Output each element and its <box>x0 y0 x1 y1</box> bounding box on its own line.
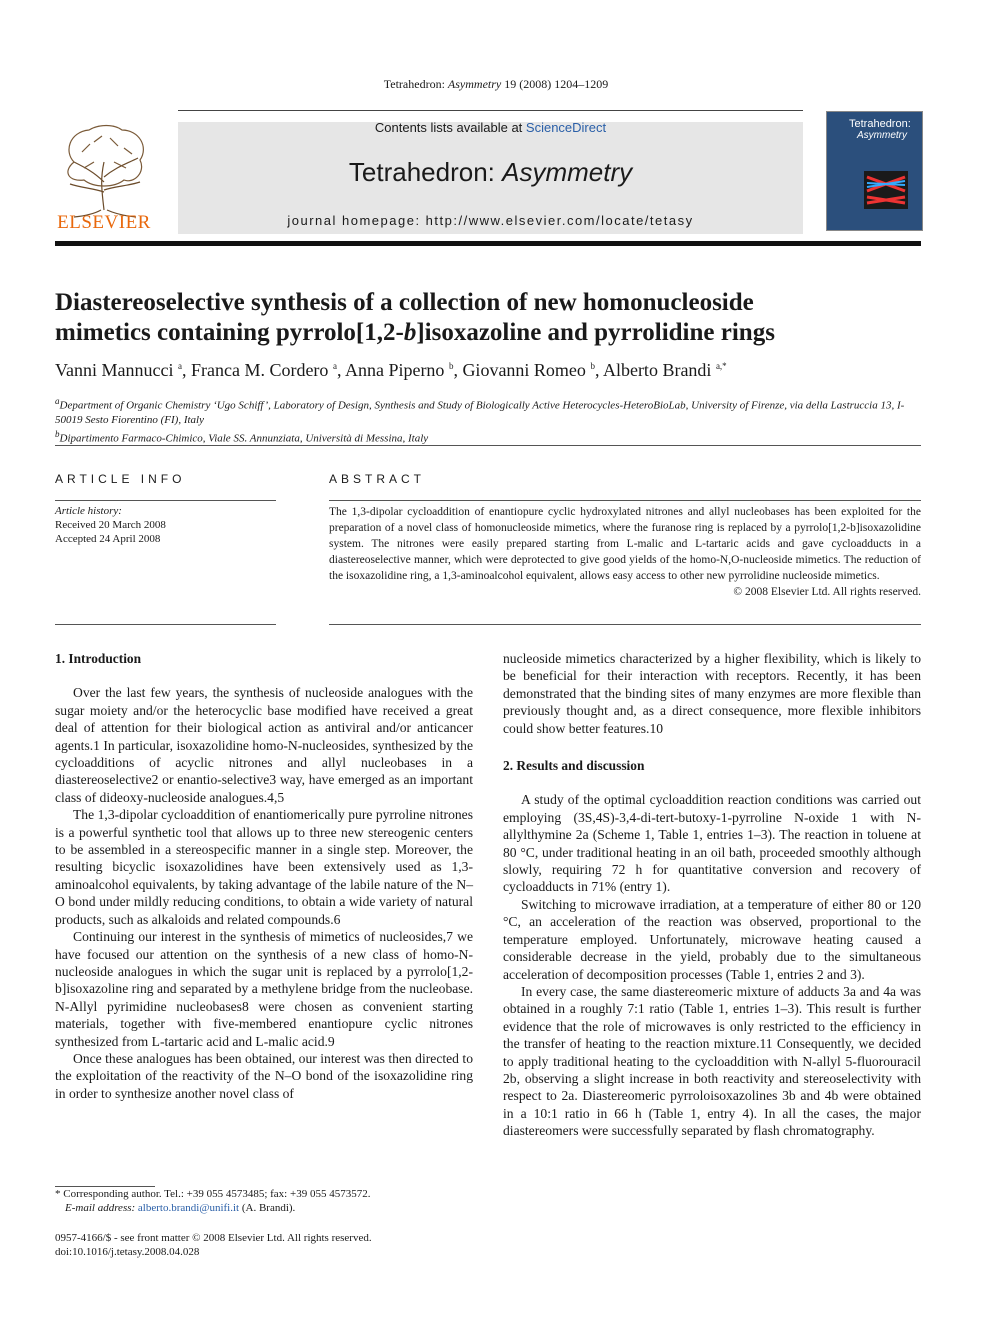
contents-line: Contents lists available at ScienceDirect <box>374 120 607 135</box>
paragraph: Switching to microwave irradiation, at a temperature of either 80 or 120 °C, an acceleration of the reaction was observed, proportional to the temperature employed. Unfortunately, microwave heating caused a considerable decrease in the yield, probably due to the simultaneous acceleration of decomposition processes (Table 1, entries 2 and 3). <box>503 896 921 982</box>
header-top-rule <box>178 110 803 111</box>
article-history <box>55 504 276 546</box>
author[interactable]: Giovanni Romeo $^b$ <box>462 360 595 380</box>
journal-cover <box>826 111 923 231</box>
history-label: Article history: <box>55 505 122 517</box>
section-heading: 1. Introduction <box>55 651 142 666</box>
affiliation-b: $^b$Dipartimento Farmaco-Chimico, Viale SS. Annunziata, Università di Messina, Italy <box>55 428 429 445</box>
affiliations <box>55 394 921 445</box>
journal-citation: Tetrahedron: Asymmetry 19 (2008) 1204–1209 <box>383 77 609 91</box>
header-thick-rule <box>55 241 921 246</box>
cover-title: Tetrahedron: <box>849 118 911 130</box>
article-info-heading: ARTICLE INFO <box>55 472 186 486</box>
abstract-rule <box>329 500 921 501</box>
journal-title: Tetrahedron: Asymmetry <box>348 157 633 187</box>
author[interactable]: Alberto Brandi $^{a,*}$ <box>602 360 727 380</box>
body-column-left <box>55 650 473 1102</box>
paragraph: In every case, the same diastereomeric mixture of adducts 3a and 4a was obtained in a roughly 7:1 ratio (Table 1, entries 1–3). This result is further evidence that the role of microwaves is only restricted to the efficiency in the transfer of heating to the reaction mixture.11 Consequently, we decided to apply traditional heating to the cycloaddition with N-allyl 5-fluorouracil 2b, observing a slight increase in both reactivity and stereoselectivity with respect to 2a. Diastereomeric pyrroloisoxazolines 3b and 4b were obtained in a 10:1 ratio in 66 h (Table 1, entry 4). In all the cases, the major diastereomers were successfully separated by flash chromatography. <box>503 983 921 1139</box>
doi[interactable]: doi:10.1016/j.tetasy.2008.04.028 <box>55 1246 200 1258</box>
front-matter-rule <box>55 445 921 446</box>
corresponding-footnote: * Corresponding author. Tel.: +39 055 4573485; fax: +39 055 4573572. E-mail address: alberto.brandi@unifi.it (A. Brandi). <box>55 1188 371 1214</box>
publisher-name: ELSEVIER <box>57 212 151 233</box>
cover-subtitle: Asymmetry <box>857 130 907 141</box>
journal-homepage-link[interactable]: journal homepage: http://www.elsevier.com/locate/tetasy <box>287 213 694 228</box>
paragraph: nucleoside mimetics characterized by a higher flexibility, which is likely to be beneficial for their interaction with receptors. Recently, it has been demonstrated that the binding sites of many enzymes are more flexible than previously thought and, as a direct consequence, more flexible inhibitors could show better features.10 <box>503 651 921 736</box>
abstract-bottom-rule <box>329 624 921 625</box>
paragraph: Over the last few years, the synthesis of nucleoside analogues with the sugar moiety and/or the heterocyclic base modified have received a great deal of attention for their biological action as antiviral and/or anticancer agents.1 In particular, isoxazolidine homo-N-nucleosides, synthesized by the cycloadditions of acyclic nitrones and allyl nucleobases in a diastereoselective2 or enantio-selective3 way, have emerged as an important class of dideoxy-nucleoside analogues.4,5 <box>55 685 473 805</box>
author[interactable]: Vanni Mannucci $^a$ <box>55 360 182 380</box>
issn-doi: 0957-4166/$ - see front matter © 2008 Elsevier Ltd. All rights reserved. doi:10.1016/j.tetasy.2008.04.028 <box>55 1231 485 1259</box>
author-list: Vanni Mannucci $^a$, Franca M. Cordero $^a$, Anna Piperno $^b$, Giovanni Romeo $^b$, Alberto Brandi $^{a,*}$ <box>55 360 727 380</box>
section-heading: 2. Results and discussion <box>503 758 645 774</box>
accepted-date: Accepted 24 April 2008 <box>55 533 161 545</box>
affiliation-a: $^a$Department of Organic Chemistry ‘Ugo Schiff’, Laboratory of Design, Synthesis and Study of Biologically Active Heterocycles-HeteroBioLab, University of Firenze, via della Lastruccia 13, I-50019 Sesto Fiorentino (FI), Italy <box>55 396 905 426</box>
body-column-right <box>503 650 921 1140</box>
article-info-rule <box>55 500 276 501</box>
abstract-copyright: © 2008 Elsevier Ltd. All rights reserved. <box>733 586 921 598</box>
author[interactable]: Anna Piperno $^b$ <box>344 360 454 380</box>
article-title: Diastereoselective synthesis of a collection of new homonucleoside mimetics containing pyrrolo[1,2-b]isoxazoline and pyrrolidine rings <box>55 289 775 346</box>
cover-graphic-icon <box>827 141 922 221</box>
sciencedirect-link[interactable]: ScienceDirect <box>525 120 607 135</box>
abstract-heading: ABSTRACT <box>329 472 426 486</box>
paragraph: Once these analogues has been obtained, our interest was then directed to the exploitation of the reactivity of the N–O bond of the isoxazolidine ring in order to synthesize another novel class of <box>55 1050 473 1101</box>
article-info-bottom-rule <box>55 624 276 625</box>
paragraph: A study of the optimal cycloaddition reaction conditions was carried out employing (3S,4S)-3,4-di-tert-butoxy-1-pyrroline N-oxide 1 with N-allylthymine 2a (Scheme 1, Table 1, entries 1–3). The reaction in toluene at 80 °C, under traditional heating in an oil bath, proceeded smoothly although slowly, requiring 72 h for quantitative conversion and recovery of cycloadducts in 71% (entry 1). <box>503 792 921 895</box>
author[interactable]: Franca M. Cordero $^a$ <box>190 360 337 380</box>
received-date: Received 20 March 2008 <box>55 519 166 531</box>
paragraph: The 1,3-dipolar cycloaddition of enantiomerically pure pyrroline nitrones is a powerful synthetic tool that allows up to three new stereogenic centers to be assembled in a stereospecific manner in a single step. Moreover, the resulting bicyclic isoxazolidines have been extensively used as 1,3-aminoalcohol equivalents, by taking advantage of the labile nature of the N–O bond under mildly reducing conditions, to obtain a wide variety of natural products, such as alkaloids and related compounds.6 <box>55 807 473 927</box>
email-link[interactable]: alberto.brandi@unifi.it <box>137 1202 240 1214</box>
abstract-text: The 1,3-dipolar cycloaddition of enantiopure cyclic hydroxylated nitrones and allyl nucleobases has been exploited for the preparation of a novel class of homonucleoside mimetics, where the furanose ring is replaced by a pyrrolo[1,2-b]isoxazolidine system. The nitrones were easily prepared starting from L-malic and L-tartaric acids and gave cycloadducts in a diastereoselective manner, which were deprotected to give good yields of the homo-N,O-nucleoside mimetics. The reduction of the isoxazolidine ring, a 1,3-aminoalcohol equivalent, allows easy access to other new pyrrolidine nucleoside mimetics. © 2008 Elsevier Ltd. All rights reserved. <box>329 506 921 598</box>
paragraph: Continuing our interest in the synthesis of mimetics of nucleosides,7 we have focused our attention on the synthesis of a new class of homo-N-nucleoside analogues in which the sugar unit is replaced by a pyrrolo[1,2-b]isoxazoline ring and separated by a methylene bridge from the nucleobase. N-Allyl pyrimidine nucleobases8 were chosen as convenient starting materials, together with five-membered enantiopure cyclic nitrones synthesized from L-tartaric acid and L-malic acid.9 <box>55 929 473 1049</box>
